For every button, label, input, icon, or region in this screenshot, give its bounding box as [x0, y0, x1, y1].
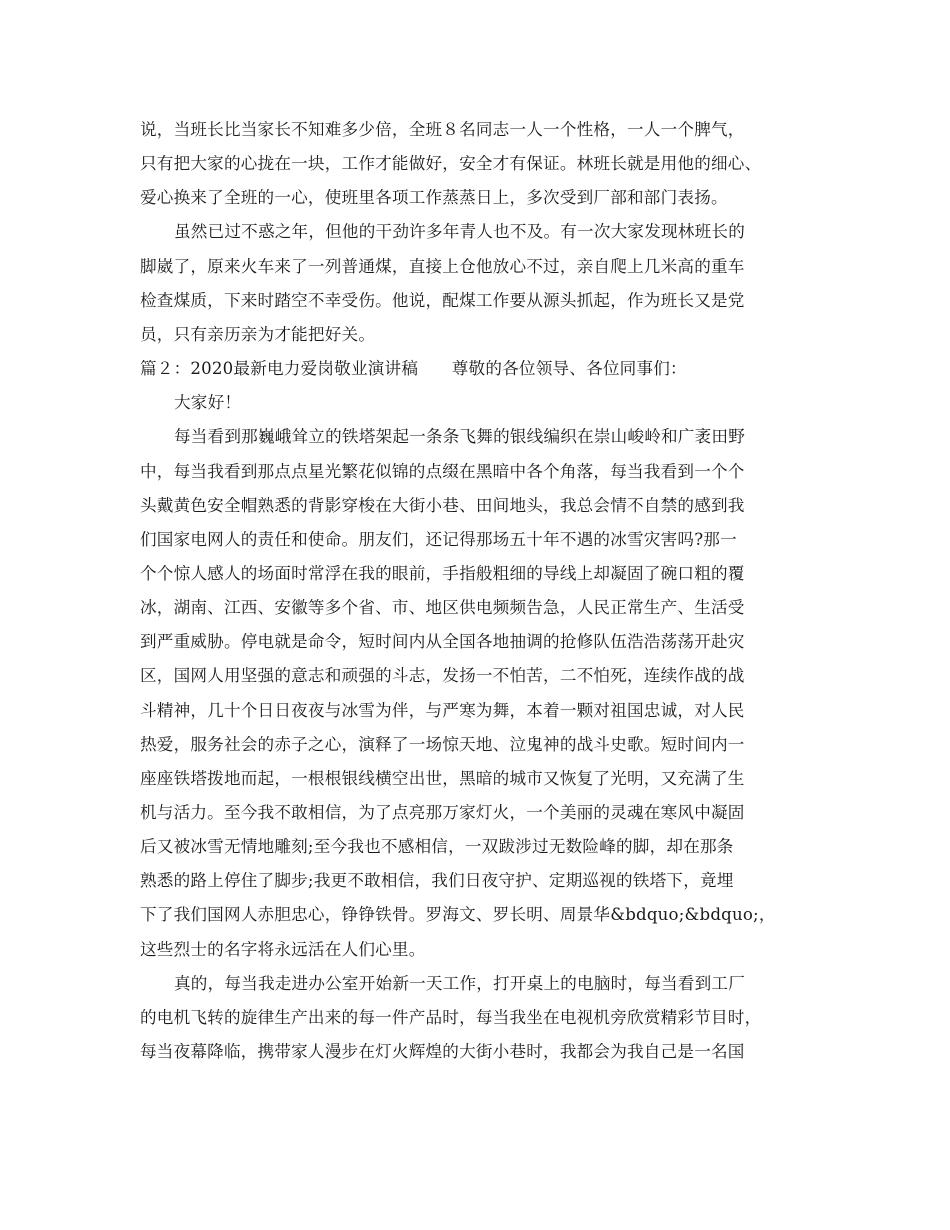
text-line: 们国家电网人的责任和使命。朋友们，还记得那场五十年不遇的冰雪灾害吗?那一	[140, 529, 737, 549]
text-line: 区，国网人用坚强的意志和顽强的斗志，发扬一不怕苦，二不怕死，连续作战的战	[140, 666, 745, 686]
text-line: 脚崴了，原来火车来了一列普通煤，直接上仓他放心不过，亲自爬上几米高的重车	[140, 256, 745, 276]
text-line: 真的，每当我走进办公室开始新一天工作，打开桌上的电脑时，每当看到工厂	[174, 973, 745, 993]
text-line: 斗精神，几十个日日夜夜与冰雪为伴，与严寒为舞，本着一颗对祖国忠诚，对人民	[140, 700, 745, 720]
text-line: 说，当班长比当家长不知难多少倍，全班８名同志一人一个性格，一人一个脾气，	[140, 120, 745, 139]
text-line: 到严重威胁。停电就是命令，短时间内从全国各地抽调的抢修队伍浩浩荡荡开赴灾	[140, 632, 745, 652]
text-line: 虽然已过不惑之年，但他的干劲许多年青人也不及。有一次大家发现林班长的	[174, 222, 745, 242]
text-line: 热爱，服务社会的赤子之心，演释了一场惊天地、泣鬼神的战斗史歌。短时间内一	[140, 734, 745, 754]
text-line: 每当看到那巍峨耸立的铁塔架起一条条飞舞的银线编织在崇山峻岭和广袤田野	[174, 427, 745, 447]
text-line: 大家好！	[174, 393, 242, 413]
text-line: 检查煤质，下来时踏空不幸受伤。他说，配煤工作要从源头抓起，作为班长又是党	[140, 290, 745, 310]
text-line: 只有把大家的心拢在一块，工作才能做好，安全才有保证。林班长就是用他的细心、	[140, 154, 762, 174]
text-line: 机与活力。至今我不敢相信，为了点亮那万家灯火，一个美丽的灵魂在寒风中凝固	[140, 803, 745, 822]
text-line: 员，只有亲历亲为才能把好关。	[140, 324, 376, 344]
text-line: 的电机飞转的旋律生产出来的每一件产品时，每当我坐在电视机旁欣赏精彩节目时，	[140, 1007, 762, 1027]
text-line: 冰，湖南、江西、安徽等多个省、市、地区供电频频告急，人民正常生产、生活受	[140, 598, 745, 618]
text-line: 爱心换来了全班的一心，使班里各项工作蒸蒸日上，多次受到厂部和部门表扬。	[140, 188, 728, 208]
text-line: 后又被冰雪无情地雕刻;至今我也不感相信，一双跋涉过无数险峰的脚，却在那条	[140, 837, 734, 857]
text-line: 篇２：2020最新电力爱岗敬业演讲稿 尊敬的各位领导、各位同事们：	[140, 359, 687, 379]
text-line: 个个惊人感人的场面时常浮在我的眼前，手指般粗细的导线上却凝固了碗口粗的覆	[140, 563, 745, 583]
text-line: 熟悉的路上停住了脚步;我更不敢相信，我们日夜守护、定期巡视的铁塔下，竟埋	[140, 871, 734, 891]
text-line: 头戴黄色安全帽熟悉的背影穿梭在大街小巷、田间地头，我总会情不自禁的感到我	[140, 495, 745, 515]
text-line: 下了我们国网人赤胆忠心，铮铮铁骨。罗海文、罗长明、周景华&bdquo;&bdquo;，	[140, 905, 776, 925]
text-line: 这些烈士的名字将永远活在人们心里。	[140, 939, 426, 959]
text-line: 座座铁塔拨地而起，一根根银线横空出世，黑暗的城市又恢复了光明，又充满了生	[140, 768, 745, 788]
text-line: 每当夜幕降临，携带家人漫步在灯火辉煌的大街小巷时，我都会为我自己是一名国	[140, 1042, 745, 1062]
text-line: 中，每当我看到那点点星光繁花似锦的点缀在黑暗中各个角落，每当我看到一个个	[140, 461, 745, 481]
